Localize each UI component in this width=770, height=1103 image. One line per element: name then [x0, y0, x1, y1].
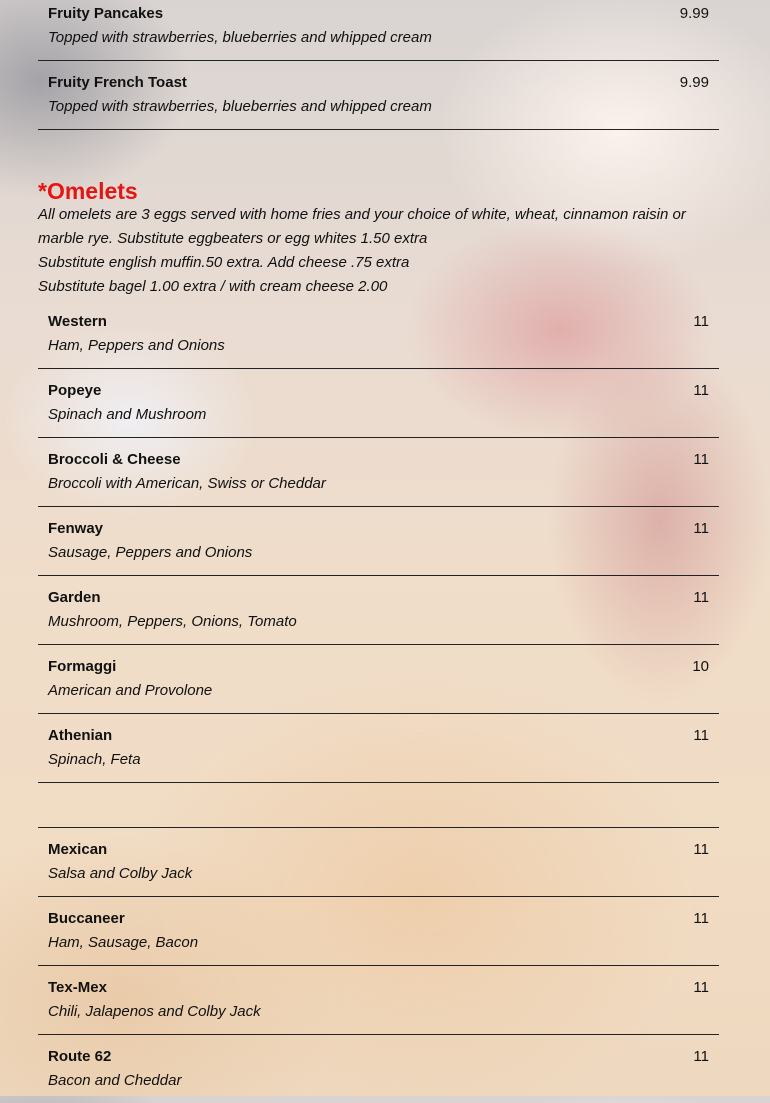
item-name: Popeye: [48, 382, 102, 399]
item-name: Fruity Pancakes: [48, 5, 164, 22]
item-price: 11: [693, 382, 709, 399]
item-name: Route 62: [48, 1048, 112, 1065]
item-description: Ham, Peppers and Onions: [48, 337, 225, 354]
blank-row: [38, 783, 719, 828]
item-name: Tex-Mex: [48, 979, 107, 996]
item-description: Salsa and Colby Jack: [48, 865, 193, 882]
item-description: Broccoli with American, Swiss or Cheddar: [48, 475, 326, 492]
menu-item: [38, 966, 719, 1035]
menu-item: [38, 300, 719, 369]
item-description: Chili, Jalapenos and Colby Jack: [48, 1003, 261, 1020]
item-description: Mushroom, Peppers, Onions, Tomato: [48, 613, 297, 630]
menu-item: [38, 645, 719, 714]
item-description: Sausage, Peppers and Onions: [48, 544, 253, 561]
item-name: Broccoli & Cheese: [48, 451, 181, 468]
item-price: 11: [693, 1048, 709, 1065]
item-price: 11: [693, 313, 709, 330]
item-name: Western: [48, 313, 107, 330]
item-description: American and Provolone: [48, 682, 213, 699]
item-description: Topped with strawberries, blueberries and whipped cream: [48, 98, 432, 115]
section-notes: [38, 203, 719, 299]
item-price: 11: [693, 910, 709, 927]
item-price: 9.99: [679, 5, 709, 22]
item-price: 9.99: [679, 74, 709, 91]
item-price: 11: [693, 520, 709, 537]
section-note: Substitute bagel 1.00 extra / with cream cheese 2.00: [38, 278, 388, 295]
item-description: Spinach, Feta: [48, 751, 141, 768]
item-name: Buccaneer: [48, 910, 125, 927]
item-name: Athenian: [48, 727, 113, 744]
item-name: Fruity French Toast: [48, 74, 187, 91]
menu-item: [38, 507, 719, 576]
item-description: Bacon and Cheddar: [48, 1072, 182, 1089]
item-name: Fenway: [48, 520, 104, 537]
menu-item: [38, 576, 719, 645]
menu-item: [38, 1035, 719, 1103]
section-note: All omelets are 3 eggs served with home fries and your choice of white, wheat, cinnamon raisin or marble rye. Substitute eggbeaters or egg whites 1.50 extra: [38, 206, 686, 247]
section-note: Substitute english muffin.50 extra. Add cheese .75 extra: [38, 254, 410, 271]
item-description: Ham, Sausage, Bacon: [48, 934, 199, 951]
item-price: 10: [692, 658, 709, 675]
menu-item: [38, 0, 719, 61]
item-price: 11: [693, 589, 709, 606]
menu-item: [38, 714, 719, 783]
item-description: Topped with strawberries, blueberries and whipped cream: [48, 29, 432, 46]
section-title: *Omelets: [38, 178, 138, 204]
menu-item: [38, 438, 719, 507]
menu-page: [38, 0, 719, 1089]
item-price: 11: [693, 979, 709, 996]
item-price: 11: [693, 841, 709, 858]
menu-item: [38, 828, 719, 897]
item-name: Garden: [48, 589, 101, 606]
menu-item: [38, 897, 719, 966]
omelets-section: [38, 178, 719, 299]
previous-section-items: [38, 0, 719, 130]
menu-item: [38, 369, 719, 438]
item-price: 11: [693, 727, 709, 744]
menu-item: [38, 61, 719, 130]
item-price: 11: [693, 451, 709, 468]
item-name: Formaggi: [48, 658, 117, 675]
item-name: Mexican: [48, 841, 108, 858]
item-description: Spinach and Mushroom: [48, 406, 207, 423]
omelets-list: [38, 300, 719, 1103]
